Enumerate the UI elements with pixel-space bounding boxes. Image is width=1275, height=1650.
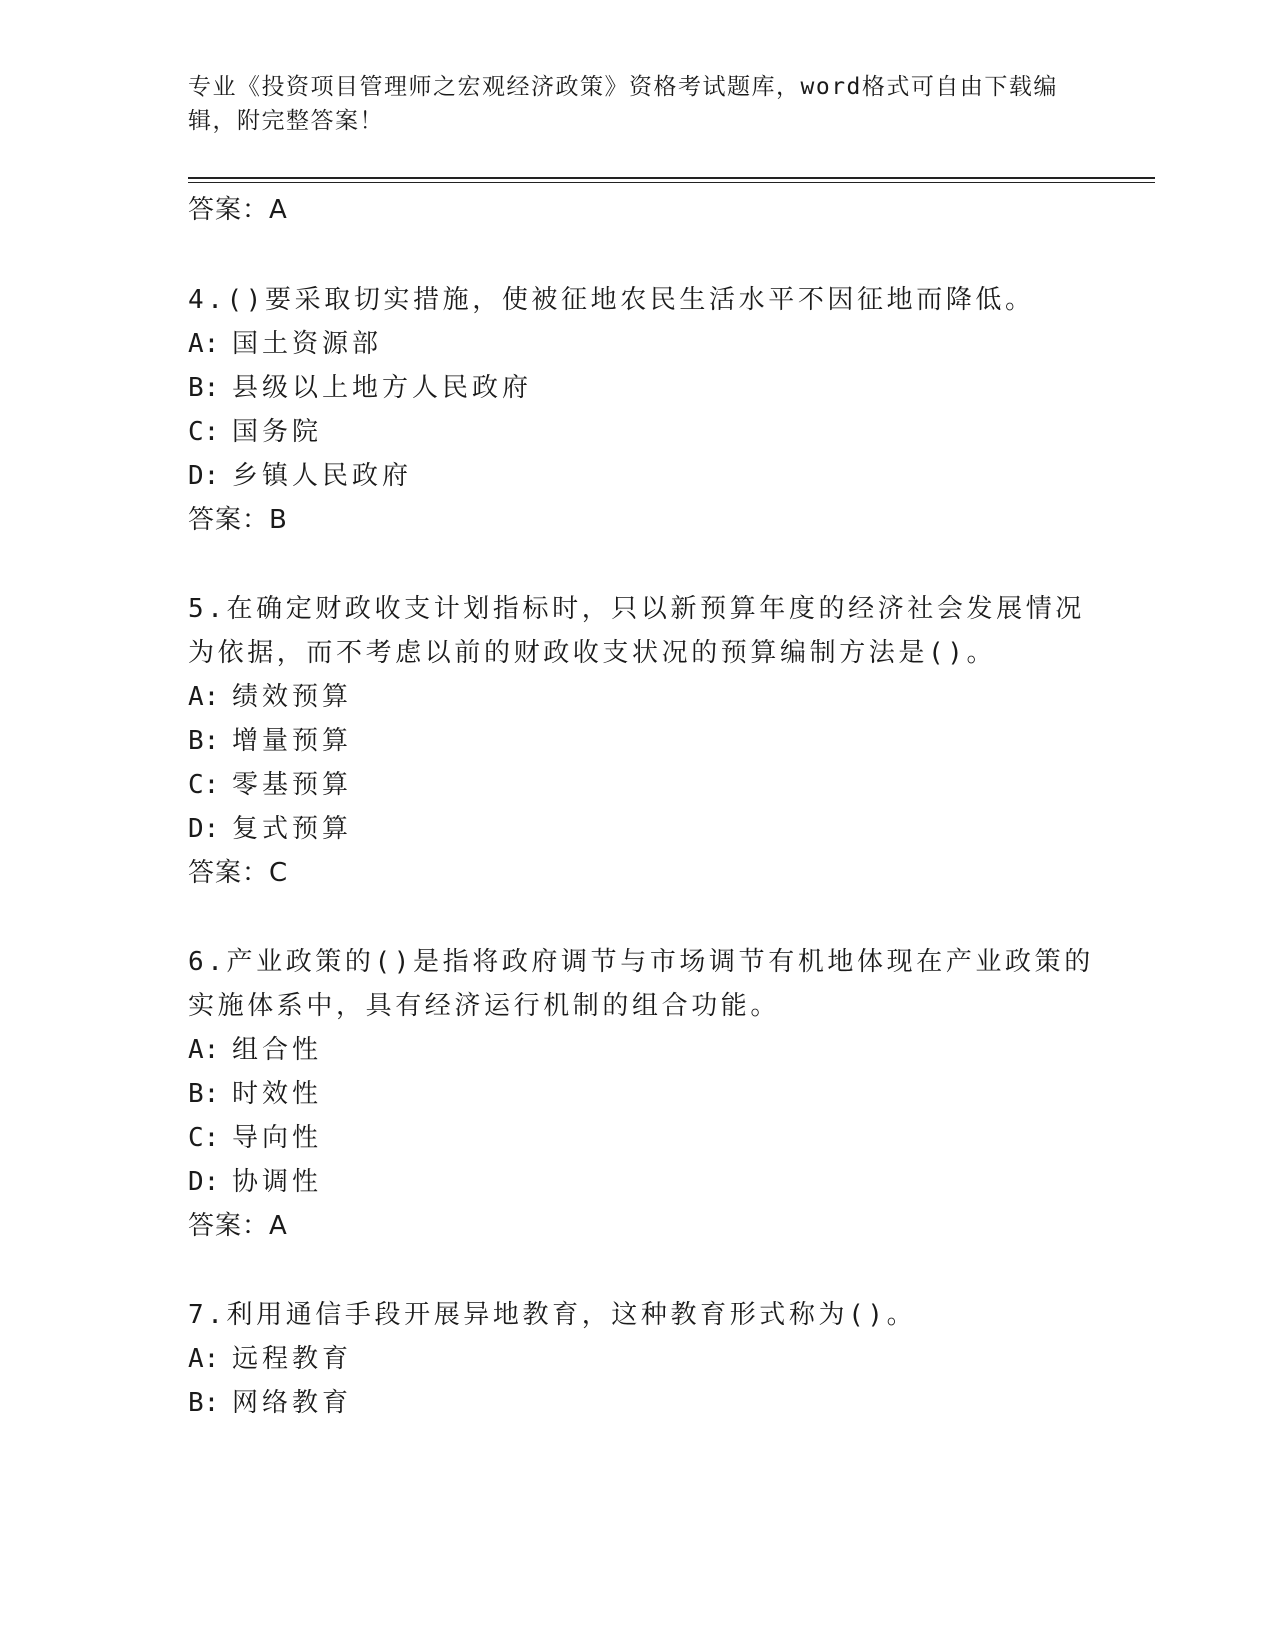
option-text: 复式预算 (232, 814, 353, 844)
option-text: 组合性 (232, 1035, 323, 1065)
question-5-option-b (188, 724, 352, 758)
header-line-2: 辑，附完整答案！ (188, 108, 384, 134)
option-text: 国土资源部 (232, 329, 383, 359)
option-text: 远程教育 (232, 1344, 353, 1374)
option-letter: A: (188, 1035, 220, 1065)
option-text: 导向性 (232, 1123, 323, 1153)
option-text: 乡镇人民政府 (232, 461, 413, 491)
question-7-option-a (188, 1342, 352, 1376)
option-text: 绩效预算 (232, 682, 353, 712)
header-divider-thin (188, 182, 1155, 183)
option-text: 增量预算 (232, 726, 353, 756)
question-6-option-a (188, 1033, 322, 1067)
option-letter: B: (188, 1388, 220, 1418)
question-6-option-d (188, 1165, 322, 1199)
question-4-stem: 4.()要采取切实措施，使被征地农民生活水平不因征地而降低。 (188, 285, 1035, 315)
option-letter: C: (188, 770, 220, 800)
option-letter: D: (188, 1167, 220, 1197)
question-4-option-b (188, 371, 532, 405)
question-4-option-d (188, 459, 412, 493)
option-letter: A: (188, 329, 220, 359)
question-4-answer: 答案：B (188, 505, 288, 535)
option-text: 县级以上地方人民政府 (232, 373, 533, 403)
question-7-stem: 7.利用通信手段开展异地教育，这种教育形式称为()。 (188, 1300, 917, 1330)
option-letter: D: (188, 461, 220, 491)
option-letter: D: (188, 814, 220, 844)
previous-answer: 答案：A (188, 195, 288, 225)
header-line-1: 专业《投资项目管理师之宏观经济政策》资格考试题库，word格式可自由下载编 (188, 74, 1058, 100)
question-6-stem-line-2: 实施体系中，具有经济运行机制的组合功能。 (188, 991, 781, 1021)
question-6-option-c (188, 1121, 322, 1155)
option-text: 网络教育 (232, 1388, 353, 1418)
question-5-stem-line-2: 为依据，而不考虑以前的财政收支状况的预算编制方法是()。 (188, 638, 997, 668)
question-7-option-b (188, 1386, 352, 1420)
option-letter: B: (188, 726, 220, 756)
question-5-option-d (188, 812, 352, 846)
option-text: 零基预算 (232, 770, 353, 800)
question-6-answer: 答案：A (188, 1211, 288, 1241)
option-letter: A: (188, 682, 220, 712)
question-5-stem-line-1: 5.在确定财政收支计划指标时，只以新预算年度的经济社会发展情况 (188, 594, 1085, 624)
header-divider (188, 177, 1155, 179)
document-header (188, 70, 1068, 138)
option-letter: A: (188, 1344, 220, 1374)
option-text: 协调性 (232, 1167, 323, 1197)
option-letter: C: (188, 417, 220, 447)
question-5-option-a (188, 680, 352, 714)
question-4-option-a (188, 327, 382, 361)
question-4-option-c (188, 415, 322, 449)
option-text: 国务院 (232, 417, 323, 447)
option-letter: B: (188, 1079, 220, 1109)
option-letter: C: (188, 1123, 220, 1153)
question-5-option-c (188, 768, 352, 802)
option-letter: B: (188, 373, 220, 403)
question-6-stem-line-1: 6.产业政策的()是指将政府调节与市场调节有机地体现在产业政策的 (188, 947, 1094, 977)
question-5-answer: 答案：C (188, 858, 289, 888)
option-text: 时效性 (232, 1079, 323, 1109)
question-6-option-b (188, 1077, 322, 1111)
